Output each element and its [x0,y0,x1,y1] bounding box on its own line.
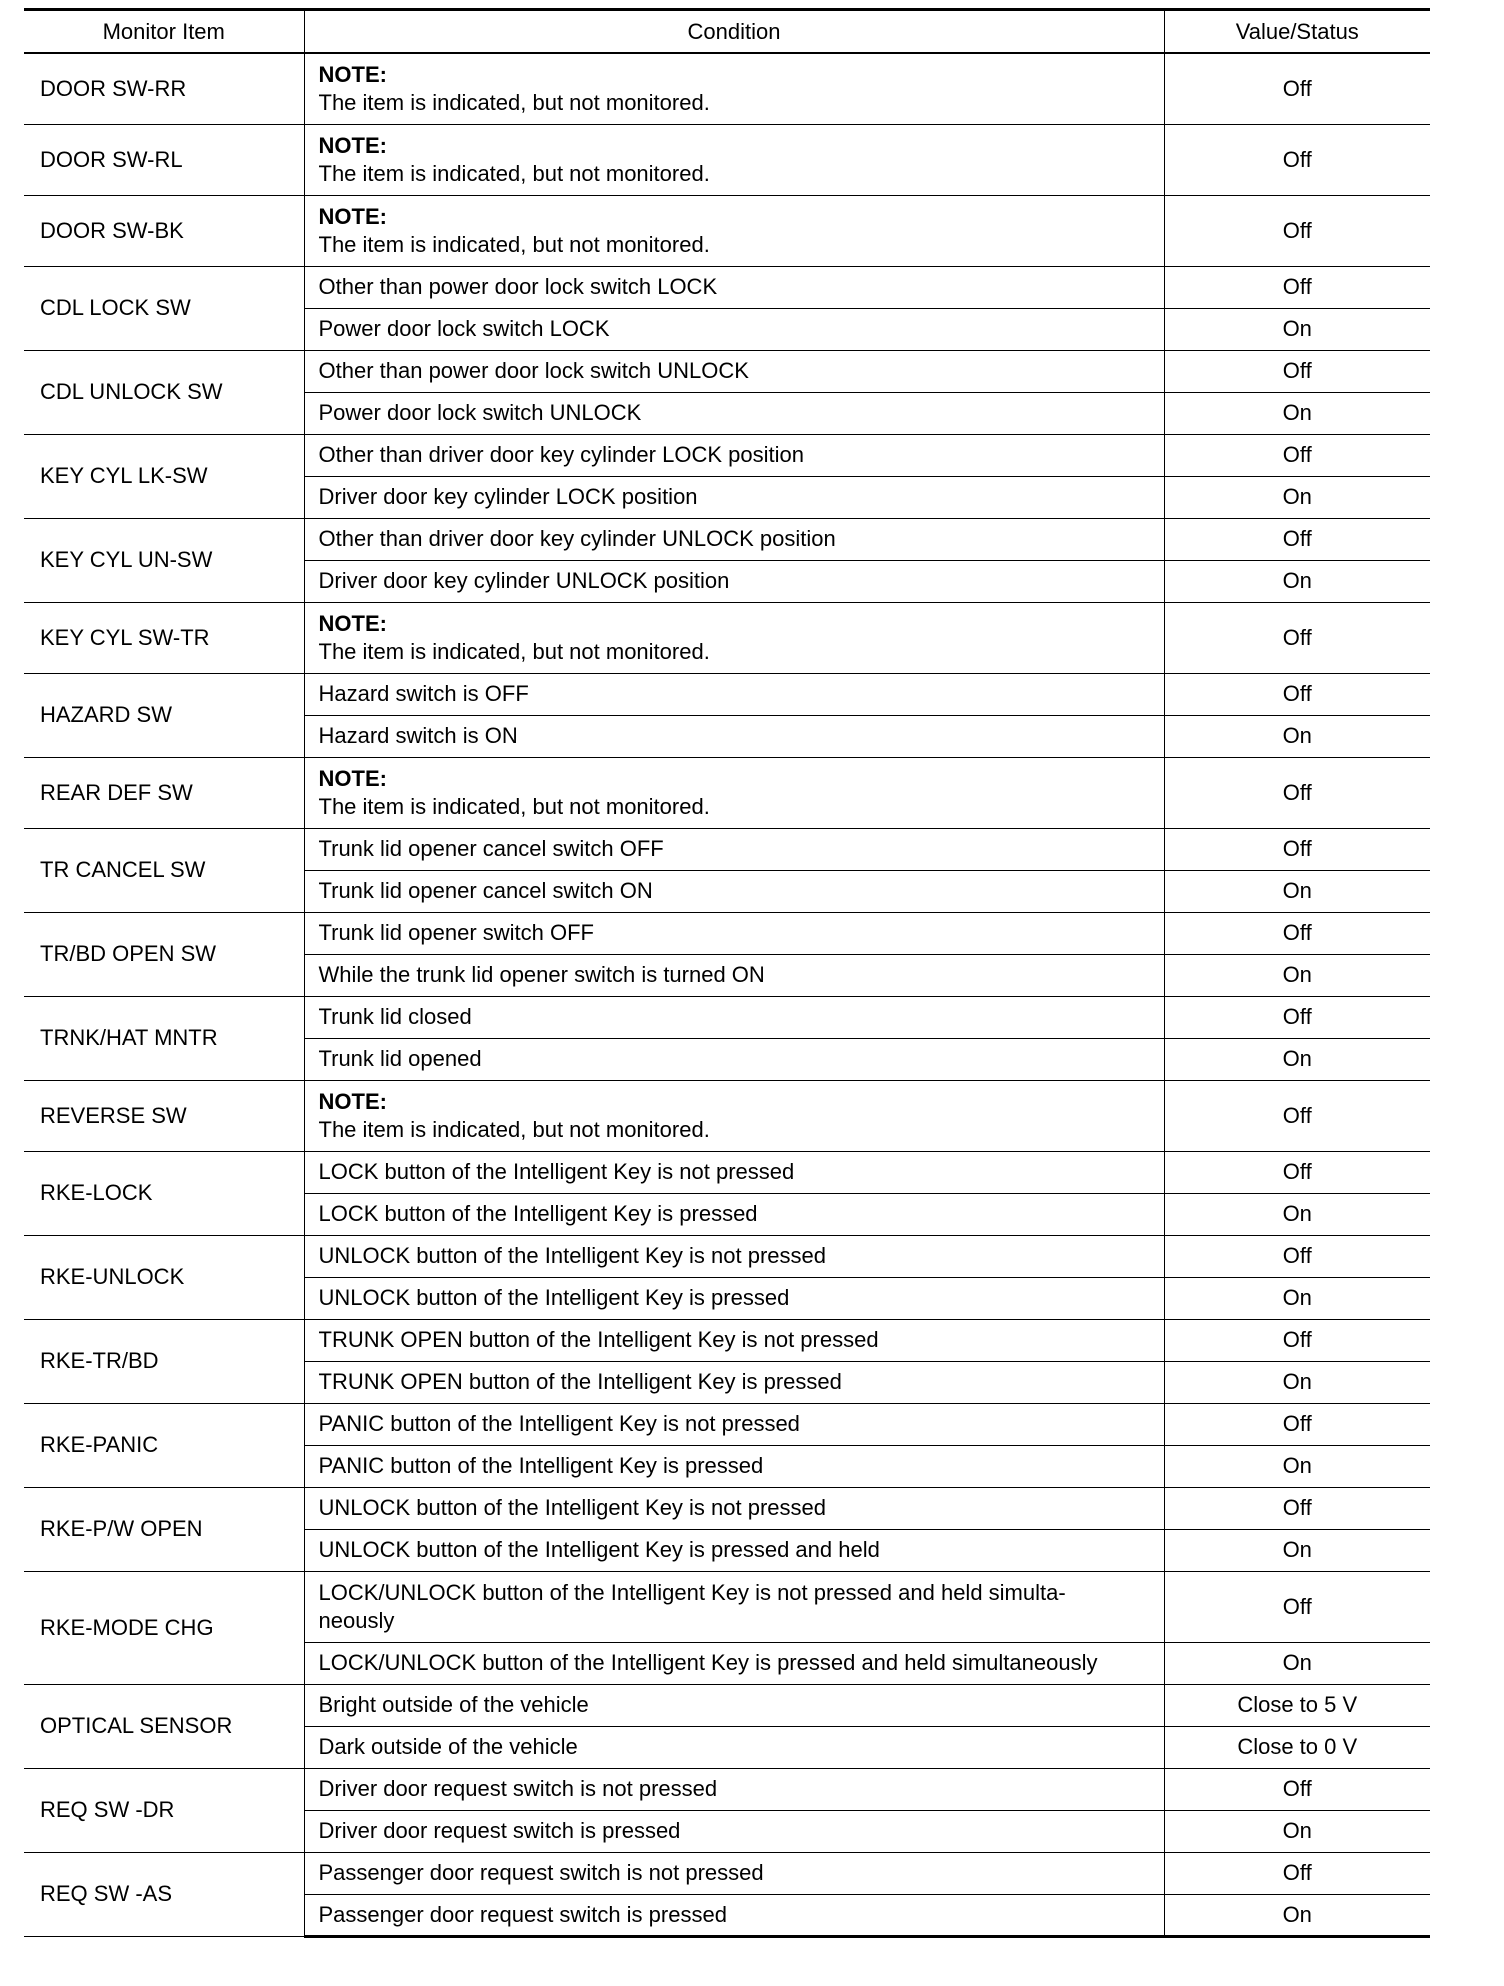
value-status-cell: Off [1164,912,1430,954]
monitor-item-cell: DOOR SW-RL [24,124,304,195]
table-row [24,996,1430,1038]
table-row [24,1487,1430,1529]
table-row [24,1235,1430,1277]
value-status-cell: On [1164,715,1430,757]
monitor-item-cell: REVERSE SW [24,1080,304,1151]
condition-cell [304,195,1164,266]
condition-text: Hazard switch is ON [318,723,518,748]
condition-cell [304,1684,1164,1726]
monitor-item-cell: TR/BD OPEN SW [24,912,304,996]
condition-cell [304,954,1164,996]
table-row [24,912,1430,954]
condition-text: LOCK button of the Intelligent Key is pressed [318,1201,758,1226]
condition-text: Dark outside of the vehicle [318,1734,578,1759]
value-status-cell: Off [1164,1487,1430,1529]
table-row [24,673,1430,715]
condition-cell [304,266,1164,308]
condition-cell [304,673,1164,715]
value-status-cell: Off [1164,1319,1430,1361]
value-status-cell: Off [1164,266,1430,308]
condition-cell [304,1361,1164,1403]
monitor-item-cell: RKE-P/W OPEN [24,1487,304,1571]
condition-text: TRUNK OPEN button of the Intelligent Key is not pressed [318,1327,879,1352]
value-status-cell: Off [1164,434,1430,476]
value-status-cell: On [1164,392,1430,434]
condition-cell [304,1038,1164,1080]
condition-text: PANIC button of the Intelligent Key is pressed [318,1453,764,1478]
condition-cell [304,476,1164,518]
value-status-cell: Off [1164,124,1430,195]
monitor-item-cell: REQ SW -DR [24,1768,304,1852]
monitor-item-cell: KEY CYL UN-SW [24,518,304,602]
table-row [24,195,1430,266]
table-row [24,1768,1430,1810]
condition-cell [304,1810,1164,1852]
condition-text: Other than power door lock switch UNLOCK [318,358,749,383]
monitor-item-cell: RKE-UNLOCK [24,1235,304,1319]
condition-cell [304,1235,1164,1277]
value-status-cell: On [1164,870,1430,912]
value-status-cell: Close to 0 V [1164,1726,1430,1768]
condition-cell [304,1445,1164,1487]
condition-text: Trunk lid closed [318,1004,472,1029]
value-status-cell: On [1164,308,1430,350]
condition-cell [304,1403,1164,1445]
condition-cell [304,1487,1164,1529]
condition-text: Other than driver door key cylinder UNLOCK position [318,526,836,551]
condition-cell [304,560,1164,602]
condition-cell [304,1571,1164,1642]
monitor-item-cell: CDL UNLOCK SW [24,350,304,434]
value-status-cell: Off [1164,996,1430,1038]
condition-text: The item is indicated, but not monitored. [318,89,710,115]
condition-text: The item is indicated, but not monitored. [318,638,710,664]
condition-text: Trunk lid opened [318,1046,482,1071]
value-status-cell: On [1164,1445,1430,1487]
value-status-cell: On [1164,1193,1430,1235]
value-status-cell: On [1164,1642,1430,1684]
condition-text: LOCK/UNLOCK button of the Intelligent Key is pressed and held simultaneously [318,1650,1098,1675]
table-row [24,434,1430,476]
value-status-cell: Off [1164,1151,1430,1193]
monitor-item-cell: TR CANCEL SW [24,828,304,912]
table-row [24,350,1430,392]
monitor-item-cell: DOOR SW-BK [24,195,304,266]
value-status-cell: On [1164,1038,1430,1080]
condition-text: LOCK/UNLOCK button of the Intelligent Key is not pressed and held simulta- [318,1579,1066,1605]
value-status-cell: On [1164,954,1430,996]
condition-cell [304,1529,1164,1571]
header-condition: Condition [304,10,1164,54]
monitor-item-cell: OPTICAL SENSOR [24,1684,304,1768]
value-status-cell: Close to 5 V [1164,1684,1430,1726]
monitor-item-cell: KEY CYL LK-SW [24,434,304,518]
condition-text: Trunk lid opener cancel switch ON [318,878,653,903]
condition-text: UNLOCK button of the Intelligent Key is not pressed [318,1495,827,1520]
condition-cell [304,392,1164,434]
condition-text: While the trunk lid opener switch is turned ON [318,962,765,987]
condition-text: The item is indicated, but not monitored. [318,160,710,186]
condition-cell [304,715,1164,757]
value-status-cell: Off [1164,1235,1430,1277]
table-body [24,53,1430,1936]
condition-cell [304,870,1164,912]
table-row [24,1151,1430,1193]
note-label: NOTE: [318,765,387,791]
condition-text: UNLOCK button of the Intelligent Key is not pressed [318,1243,827,1268]
value-status-cell: Off [1164,1080,1430,1151]
condition-text: Bright outside of the vehicle [318,1692,589,1717]
condition-text: UNLOCK button of the Intelligent Key is pressed [318,1285,790,1310]
value-status-cell: Off [1164,602,1430,673]
table-row [24,518,1430,560]
note-label: NOTE: [318,132,387,158]
condition-cell [304,1642,1164,1684]
value-status-cell: Off [1164,1571,1430,1642]
condition-text: Driver door key cylinder UNLOCK position [318,568,730,593]
value-status-cell: Off [1164,828,1430,870]
table-row [24,1403,1430,1445]
condition-cell [304,828,1164,870]
table-row [24,828,1430,870]
monitor-item-cell: DOOR SW-RR [24,53,304,124]
table-row [24,1684,1430,1726]
table-row [24,757,1430,828]
monitor-item-cell: REAR DEF SW [24,757,304,828]
condition-cell [304,1151,1164,1193]
monitor-item-cell: TRNK/HAT MNTR [24,996,304,1080]
condition-cell [304,1894,1164,1936]
condition-text: Other than power door lock switch LOCK [318,274,718,299]
condition-cell [304,308,1164,350]
condition-text: The item is indicated, but not monitored. [318,231,710,257]
value-status-cell: Off [1164,53,1430,124]
condition-cell [304,1726,1164,1768]
condition-text: UNLOCK button of the Intelligent Key is pressed and held [318,1537,880,1562]
value-status-cell: Off [1164,1852,1430,1894]
condition-cell [304,1319,1164,1361]
monitor-item-table [24,8,1430,1938]
condition-text: Power door lock switch LOCK [318,316,610,341]
value-status-cell: On [1164,1894,1430,1936]
condition-text: Passenger door request switch is not pressed [318,1860,764,1885]
table-row [24,53,1430,124]
header-monitor-item: Monitor Item [24,10,304,54]
table-row [24,1080,1430,1151]
condition-cell [304,1080,1164,1151]
condition-text: The item is indicated, but not monitored. [318,1116,710,1142]
value-status-cell: Off [1164,1403,1430,1445]
condition-text: Driver door request switch is pressed [318,1818,681,1843]
monitor-item-cell: REQ SW -AS [24,1852,304,1936]
header-value-status: Value/Status [1164,10,1430,54]
condition-cell [304,996,1164,1038]
condition-text: Passenger door request switch is pressed [318,1901,727,1927]
condition-cell [304,1852,1164,1894]
value-status-cell: Off [1164,195,1430,266]
table-row [24,1571,1430,1642]
condition-cell [304,124,1164,195]
condition-text: Other than driver door key cylinder LOCK position [318,442,804,467]
condition-cell [304,1768,1164,1810]
table-row [24,1852,1430,1894]
condition-cell [304,350,1164,392]
condition-text: LOCK button of the Intelligent Key is not pressed [318,1159,795,1184]
condition-text: Trunk lid opener switch OFF [318,920,594,945]
value-status-cell: Off [1164,757,1430,828]
value-status-cell: On [1164,1361,1430,1403]
condition-text: Power door lock switch UNLOCK [318,400,642,425]
monitor-item-cell: HAZARD SW [24,673,304,757]
monitor-item-cell: KEY CYL SW-TR [24,602,304,673]
note-label: NOTE: [318,1088,387,1114]
note-label: NOTE: [318,61,387,87]
condition-text: Trunk lid opener cancel switch OFF [318,836,664,861]
table-row [24,602,1430,673]
value-status-cell: Off [1164,673,1430,715]
condition-text: PANIC button of the Intelligent Key is not pressed [318,1411,800,1436]
condition-cell [304,1193,1164,1235]
note-label: NOTE: [318,203,387,229]
value-status-cell: On [1164,1810,1430,1852]
condition-cell [304,757,1164,828]
value-status-cell: On [1164,1529,1430,1571]
table-header-row [24,10,1430,54]
condition-text: Driver door key cylinder LOCK position [318,484,698,509]
table-row [24,124,1430,195]
value-status-cell: On [1164,560,1430,602]
monitor-item-cell: RKE-PANIC [24,1403,304,1487]
table-row [24,266,1430,308]
condition-cell [304,602,1164,673]
condition-cell [304,434,1164,476]
monitor-item-cell: CDL LOCK SW [24,266,304,350]
condition-cell [304,912,1164,954]
condition-text: TRUNK OPEN button of the Intelligent Key is pressed [318,1369,842,1394]
condition-text: The item is indicated, but not monitored. [318,793,710,819]
condition-text-continued: neously [318,1607,395,1633]
value-status-cell: Off [1164,350,1430,392]
value-status-cell: Off [1164,518,1430,560]
monitor-item-cell: RKE-LOCK [24,1151,304,1235]
condition-cell [304,53,1164,124]
value-status-cell: On [1164,476,1430,518]
value-status-cell: On [1164,1277,1430,1319]
note-label: NOTE: [318,610,387,636]
condition-cell [304,518,1164,560]
condition-cell [304,1277,1164,1319]
condition-text: Driver door request switch is not pressed [318,1776,718,1801]
monitor-item-cell: RKE-TR/BD [24,1319,304,1403]
condition-text: Hazard switch is OFF [318,681,529,706]
value-status-cell: Off [1164,1768,1430,1810]
monitor-item-cell: RKE-MODE CHG [24,1571,304,1684]
table-row [24,1319,1430,1361]
